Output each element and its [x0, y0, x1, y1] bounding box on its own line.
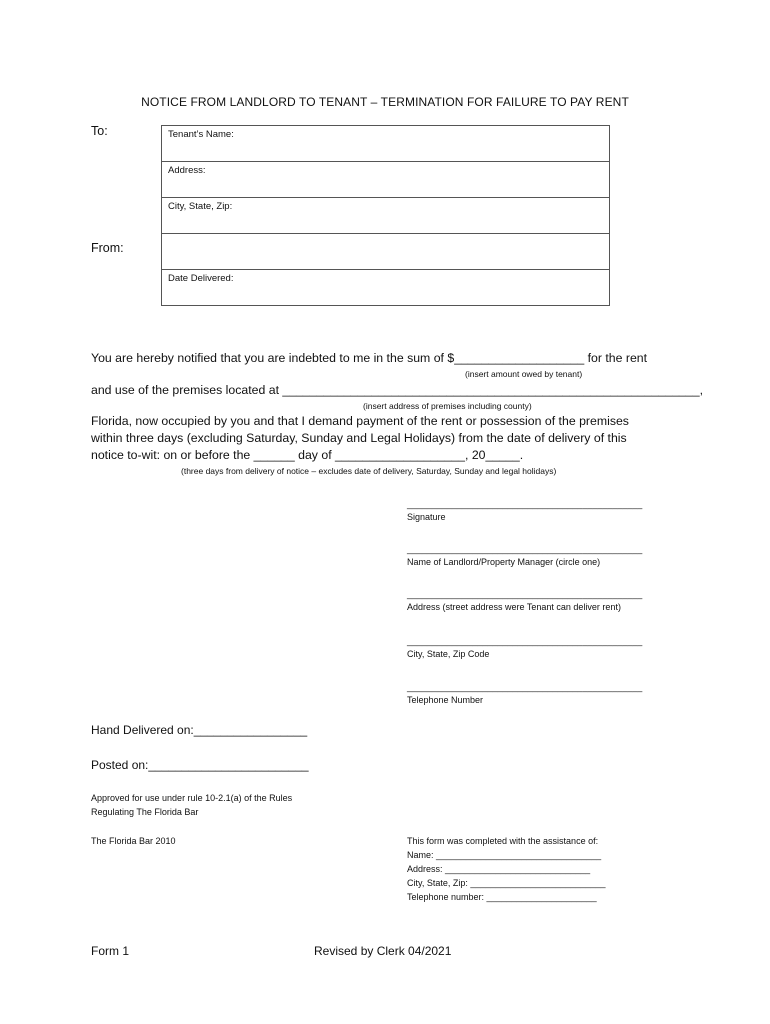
city-state-zip-label: City, State, Zip Code [407, 649, 490, 659]
date-delivered-field[interactable]: Date Delivered: [168, 273, 234, 284]
approved-line-1: Approved for use under rule 10-2.1(a) of the Rules [91, 793, 293, 803]
body-line-2: and use of the premises located at _____________________________________________________________, [91, 383, 703, 397]
city-state-zip-field[interactable]: City, State, Zip: [162, 198, 609, 234]
footer-form-number: Form 1 [91, 944, 130, 958]
address-field[interactable]: Address: [162, 162, 609, 198]
assistance-heading: This form was completed with the assistance of: [407, 836, 599, 846]
address-label: Address (street address were Tenant can deliver rent) [407, 602, 621, 612]
address-table [161, 125, 610, 306]
body-note-1: (insert amount owed by tenant) [465, 369, 583, 379]
hand-delivered-field: Hand Delivered on:_________________ [91, 723, 308, 737]
florida-bar-text: The Florida Bar 2010 [91, 836, 176, 846]
body-note-3: (three days from delivery of notice – excludes date of delivery, Saturday, Sunday and legal holidays) [181, 466, 557, 476]
footer-revised: Revised by Clerk 04/2021 [314, 944, 452, 958]
body-line-5: notice to-wit: on or before the ______ day of ___________________, 20_____. [91, 448, 524, 462]
body-line-4: within three days (excluding Saturday, Sunday and Legal Holidays) from the date of delivery of this [91, 431, 627, 445]
assistance-city: City, State, Zip: ___________________________ [407, 878, 606, 888]
approved-line-2: Regulating The Florida Bar [91, 807, 199, 817]
telephone-label: Telephone Number [407, 695, 484, 705]
body-note-2: (insert address of premises including county) [363, 401, 532, 411]
telephone-line: _______________________________________________ [407, 682, 643, 692]
tenant-name-field[interactable]: Tenant’s Name: [162, 126, 609, 162]
landlord-name-line: _______________________________________________ [407, 544, 643, 554]
city-state-zip-line: _______________________________________________ [407, 636, 643, 646]
from-label: From: [91, 241, 124, 255]
body-line-3: Florida, now occupied by you and that I demand payment of the rent or possession of the premises [91, 414, 629, 428]
signature-label: Signature [407, 512, 446, 522]
assistance-phone: Telephone number: ______________________ [407, 892, 597, 902]
landlord-name-label: Name of Landlord/Property Manager (circle one) [407, 557, 601, 567]
posted-on-field: Posted on:________________________ [91, 758, 309, 772]
page-title: NOTICE FROM LANDLORD TO TENANT – TERMINATION FOR FAILURE TO PAY RENT [141, 95, 629, 109]
to-label: To: [91, 124, 108, 138]
from-field[interactable] [162, 234, 609, 270]
address-line: _______________________________________________ [407, 589, 643, 599]
signature-line: _______________________________________________ [407, 499, 643, 509]
body-line-1: You are hereby notified that you are indebted to me in the sum of $___________________ for the rent [91, 351, 648, 365]
assistance-name: Name: _________________________________ [407, 850, 602, 860]
assistance-address: Address: _____________________________ [407, 864, 591, 874]
